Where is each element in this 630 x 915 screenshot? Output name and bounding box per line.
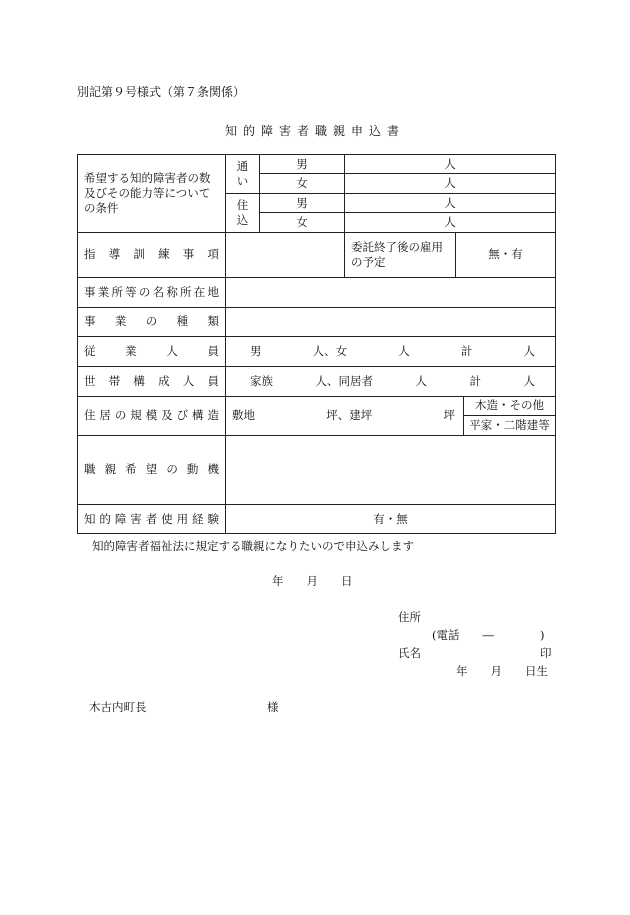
motive-field[interactable] <box>226 435 556 505</box>
desired-conditions-label: 希望する知的障害者の数及びその能力等についての条件 <box>78 155 226 233</box>
household-total: 計 <box>469 373 481 388</box>
household-family: 家族 <box>250 373 273 388</box>
commute-female-label: 女 <box>260 174 345 193</box>
household-cohabitant-unit: 人 <box>415 373 427 388</box>
employees-field[interactable] <box>226 337 556 367</box>
floors-choice[interactable]: 平家・二階建等 <box>464 416 556 435</box>
name-label: 氏名 <box>398 646 421 660</box>
live-in-male-count[interactable]: 人 <box>345 193 556 212</box>
residence-field[interactable] <box>226 396 464 435</box>
household-cohabitant: 人、同居者 <box>315 373 373 388</box>
honorific: 様 <box>267 700 279 714</box>
business-location-field[interactable] <box>226 277 556 307</box>
guidance-training-label: 指導訓練事項 <box>78 232 226 277</box>
employment-after-label: 委託終了後の雇用の予定 <box>345 232 456 277</box>
residence-site: 敷地 <box>232 408 255 423</box>
phone-field[interactable]: (電話 ― ) <box>432 628 545 642</box>
motive-label: 職親希望の動機 <box>78 435 226 505</box>
application-date[interactable]: 年 月 日 <box>272 574 353 588</box>
page-title: 知的障害者職親申込書 <box>224 124 405 138</box>
employees-total-unit: 人 <box>523 344 535 359</box>
residence-tsubo: 坪 <box>443 408 455 423</box>
form-number: 別記第９号様式（第７条関係） <box>77 85 246 99</box>
household-field[interactable] <box>226 366 556 396</box>
live-in-female-label: 女 <box>260 213 345 232</box>
business-location-label: 事業所等の名称所在地 <box>78 277 226 307</box>
employees-total: 計 <box>460 344 473 359</box>
experience-label: 知的障害者使用経験 <box>78 505 226 534</box>
residence-building: 坪、建坪 <box>326 408 373 423</box>
guidance-training-field[interactable] <box>226 232 345 277</box>
employees-female-unit: 人 <box>398 344 410 359</box>
live-in-male-label: 男 <box>260 193 345 212</box>
commute-label: 通い <box>226 155 260 194</box>
residence-label: 住居の規模及び構造 <box>78 396 226 435</box>
employees-female: 人、女 <box>312 344 348 359</box>
live-in-label: 住込 <box>226 193 260 232</box>
business-type-label: 事業の種類 <box>78 307 226 337</box>
live-in-female-count[interactable]: 人 <box>345 213 556 232</box>
experience-choice[interactable]: 有・無 <box>226 505 556 534</box>
commute-male-label: 男 <box>260 155 345 174</box>
employment-after-choice[interactable]: 無・有 <box>456 232 556 277</box>
employees-male: 男 <box>250 344 262 359</box>
commute-male-count[interactable]: 人 <box>345 155 556 174</box>
commute-female-count[interactable]: 人 <box>345 174 556 193</box>
structure-choice[interactable]: 木造・その他 <box>464 396 556 415</box>
household-label: 世帯構成人員 <box>78 366 226 396</box>
application-form-table <box>77 154 556 534</box>
birth-date[interactable]: 年 月 日生 <box>456 664 548 678</box>
household-total-unit: 人 <box>523 373 535 388</box>
recipient: 木古内町長 <box>89 700 147 714</box>
business-type-field[interactable] <box>226 307 556 337</box>
application-statement: 知的障害者福祉法に規定する職親になりたいので申込みします <box>92 539 414 553</box>
employees-label: 従業人員 <box>78 337 226 367</box>
seal-mark: 印 <box>540 646 552 660</box>
address-label: 住所 <box>398 610 421 624</box>
